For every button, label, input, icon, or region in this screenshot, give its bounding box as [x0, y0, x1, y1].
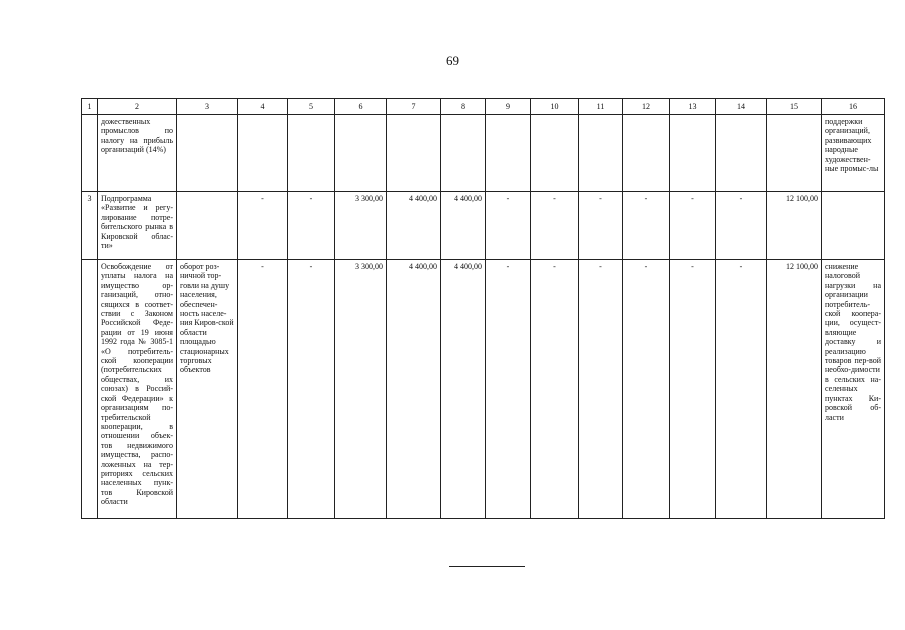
table-cell: -	[623, 192, 670, 260]
table-cell: -	[579, 192, 623, 260]
column-header: 7	[387, 99, 441, 115]
table-cell: оборот роз-ничной тор-говли на душу населения, обеспечен-ность населе-ния Киров-ской области площадью стационарных торговых объектов	[177, 260, 238, 519]
table-cell: -	[716, 192, 767, 260]
data-table	[81, 98, 885, 519]
table-cell: -	[670, 260, 716, 519]
table-cell	[716, 115, 767, 192]
column-header: 4	[238, 99, 288, 115]
table-cell: -	[579, 260, 623, 519]
table-cell: Освобождение от уплаты налога на имущество ор-ганизаций, отно-сящихся в соответ-ствии с Законом Российской Феде-рации от 19 июня 1992 года № 3085-1 «О потребитель-ской кооперации (потребительских обществах, их союзах) в Россий-ской Федерации» к организациям по-требительской кооперации, в отношении объек-тов недвижимого имущества, распо-ложенных на тер-риториях сельских населенных пунк-тов Кировской области	[98, 260, 177, 519]
column-header: 10	[531, 99, 579, 115]
table-cell: 3 300,00	[335, 260, 387, 519]
table-cell	[82, 260, 98, 519]
table-cell	[670, 115, 716, 192]
table-cell	[335, 115, 387, 192]
table-cell	[531, 115, 579, 192]
column-header: 16	[822, 99, 885, 115]
table-cell	[822, 192, 885, 260]
column-header: 5	[288, 99, 335, 115]
page-number: 69	[446, 53, 459, 68]
column-header: 8	[441, 99, 486, 115]
column-header: 9	[486, 99, 531, 115]
table-cell: поддержки организаций, развивающих народные художествен-ные промыс-лы	[822, 115, 885, 192]
table-cell: -	[288, 192, 335, 260]
table-cell: 4 400,00	[387, 192, 441, 260]
column-header: 13	[670, 99, 716, 115]
table-cell: дожественных промыслов по налогу на прибыль организаций (14%)	[98, 115, 177, 192]
column-header: 6	[335, 99, 387, 115]
column-header: 1	[82, 99, 98, 115]
header-row	[82, 99, 885, 115]
table-cell	[288, 115, 335, 192]
table-row	[82, 260, 885, 519]
table-cell	[387, 115, 441, 192]
table-cell	[767, 115, 822, 192]
table-cell	[238, 115, 288, 192]
table-cell: 4 400,00	[441, 260, 486, 519]
table-cell: 3	[82, 192, 98, 260]
table-cell	[177, 115, 238, 192]
table-cell	[82, 115, 98, 192]
column-header: 3	[177, 99, 238, 115]
table-row	[82, 192, 885, 260]
table-cell: -	[238, 260, 288, 519]
table-cell: 3 300,00	[335, 192, 387, 260]
column-header: 15	[767, 99, 822, 115]
table-cell: -	[238, 192, 288, 260]
table-cell: -	[531, 192, 579, 260]
table-cell	[579, 115, 623, 192]
column-header: 14	[716, 99, 767, 115]
column-header: 12	[623, 99, 670, 115]
table-cell	[623, 115, 670, 192]
table-cell	[441, 115, 486, 192]
table-cell: -	[623, 260, 670, 519]
table-cell: 12 100,00	[767, 260, 822, 519]
table-cell: 12 100,00	[767, 192, 822, 260]
table-cell: -	[486, 260, 531, 519]
table-cell: 4 400,00	[387, 260, 441, 519]
table-cell: -	[670, 192, 716, 260]
table-cell: снижение налоговой нагрузки на организации потребитель-ской коопера-ции, осущест-вляющие доставку и реализацию товаров пер-вой необхо-димости в сельских на-селенных пунктах Ки-ровской об-ласти	[822, 260, 885, 519]
table-row	[82, 115, 885, 192]
bottom-divider	[449, 566, 525, 567]
table-cell: -	[486, 192, 531, 260]
column-header: 11	[579, 99, 623, 115]
table-cell	[177, 192, 238, 260]
table-cell	[486, 115, 531, 192]
table-cell: -	[288, 260, 335, 519]
table-cell: -	[716, 260, 767, 519]
column-header: 2	[98, 99, 177, 115]
table-cell: Подпрограмма «Развитие и регу-лирование потре-бительского рынка в Кировской облас-ти»	[98, 192, 177, 260]
table-cell: 4 400,00	[441, 192, 486, 260]
table-cell: -	[531, 260, 579, 519]
